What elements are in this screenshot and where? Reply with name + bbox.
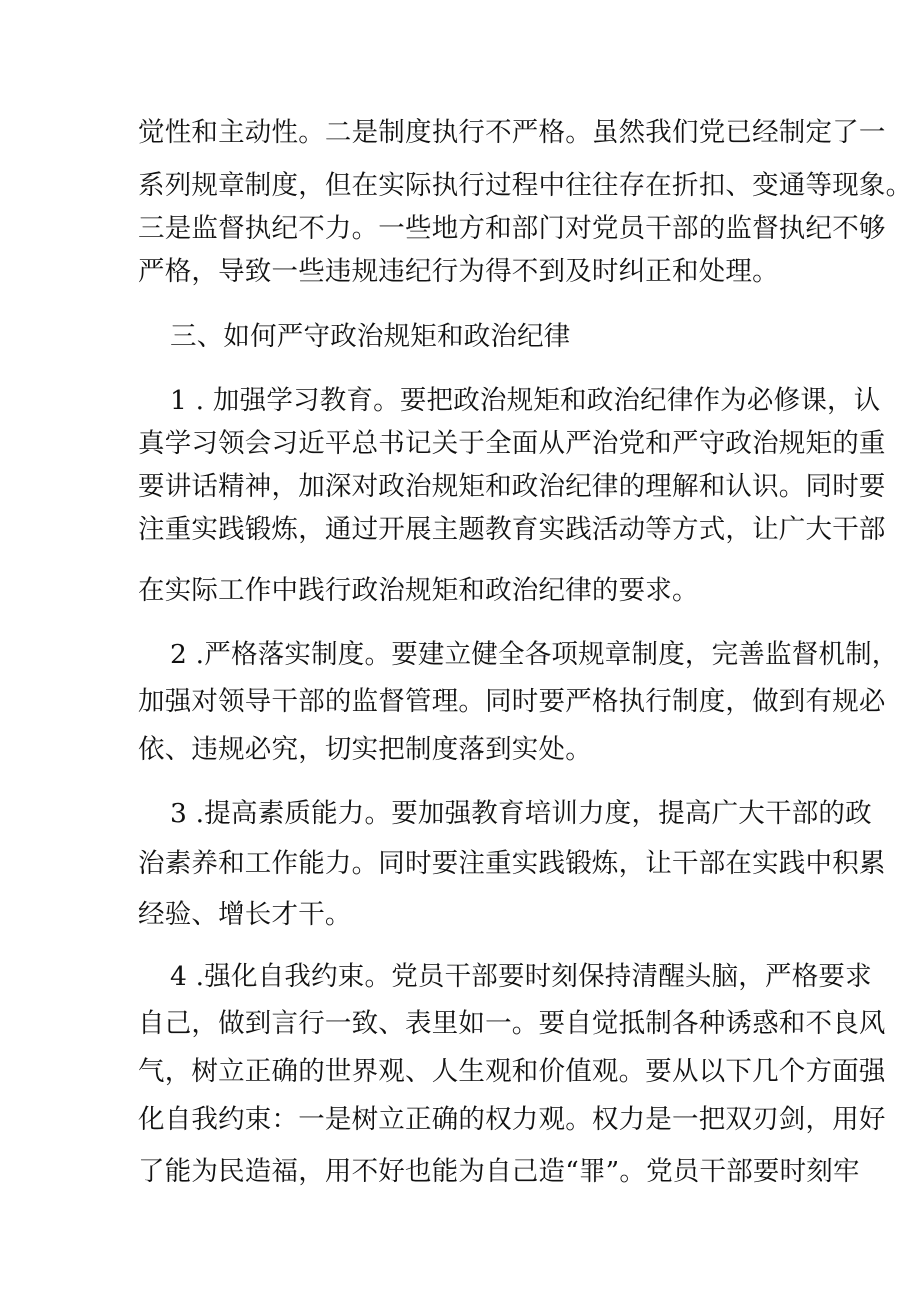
paragraph-line: 要讲话精神，加深对政治规矩和政治纪律的理解和认识。同时要	[138, 471, 886, 502]
paragraph-line: 严格，导致一些违规违纪行为得不到及时纠正和处理。	[138, 256, 779, 287]
paragraph-line: 1 . 加强学习教育。要把政治规矩和政治纪律作为必修课，认	[170, 385, 881, 416]
paragraph-line: 加强对领导干部的监督管理。同时要严格执行制度，做到有规必	[138, 686, 886, 717]
paragraph-line: 经验、增长才干。	[138, 899, 352, 930]
paragraph-line: 在实际工作中践行政治规矩和政治纪律的要求。	[138, 575, 699, 606]
paragraph-line: 3 .提高素质能力。要加强教育培训力度，提高广大干部的政	[170, 798, 872, 829]
paragraph-line: 4 .强化自我约束。党员干部要时刻保持清醒头脑，严格要求	[170, 961, 872, 992]
paragraph-line: 系列规章制度，但在实际执行过程中往往存在折扣、变通等现象。	[138, 170, 913, 201]
paragraph-line: 2 .严格落实制度。要建立健全各项规章制度，完善监督机制，	[170, 639, 899, 670]
section-heading: 三、如何严守政治规矩和政治纪律	[170, 321, 571, 352]
paragraph-line: 化自我约束：一是树立正确的权力观。权力是一把双刃剑，用好	[138, 1104, 886, 1135]
paragraph-line: 依、违规必究，切实把制度落到实处。	[138, 734, 592, 765]
paragraph-line: 真学习领会习近平总书记关于全面从严治党和严守政治规矩的重	[138, 428, 886, 459]
paragraph-line: 觉性和主动性。二是制度执行不严格。虽然我们党已经制定了一	[138, 117, 886, 148]
paragraph-line: 三是监督执纪不力。一些地方和部门对党员干部的监督执纪不够	[138, 213, 886, 244]
paragraph-line: 注重实践锻炼，通过开展主题教育实践活动等方式，让广大干部	[138, 514, 886, 545]
paragraph-line: 气，树立正确的世界观、人生观和价值观。要从以下几个方面强	[138, 1056, 886, 1087]
paragraph-line: 了能为民造福，用不好也能为自己造“罪”。党员干部要时刻牢	[138, 1156, 860, 1187]
paragraph-line: 治素养和工作能力。同时要注重实践锻炼，让干部在实践中积累	[138, 848, 886, 879]
paragraph-line: 自己，做到言行一致、表里如一。要自觉抵制各种诱惑和不良风	[138, 1008, 886, 1039]
